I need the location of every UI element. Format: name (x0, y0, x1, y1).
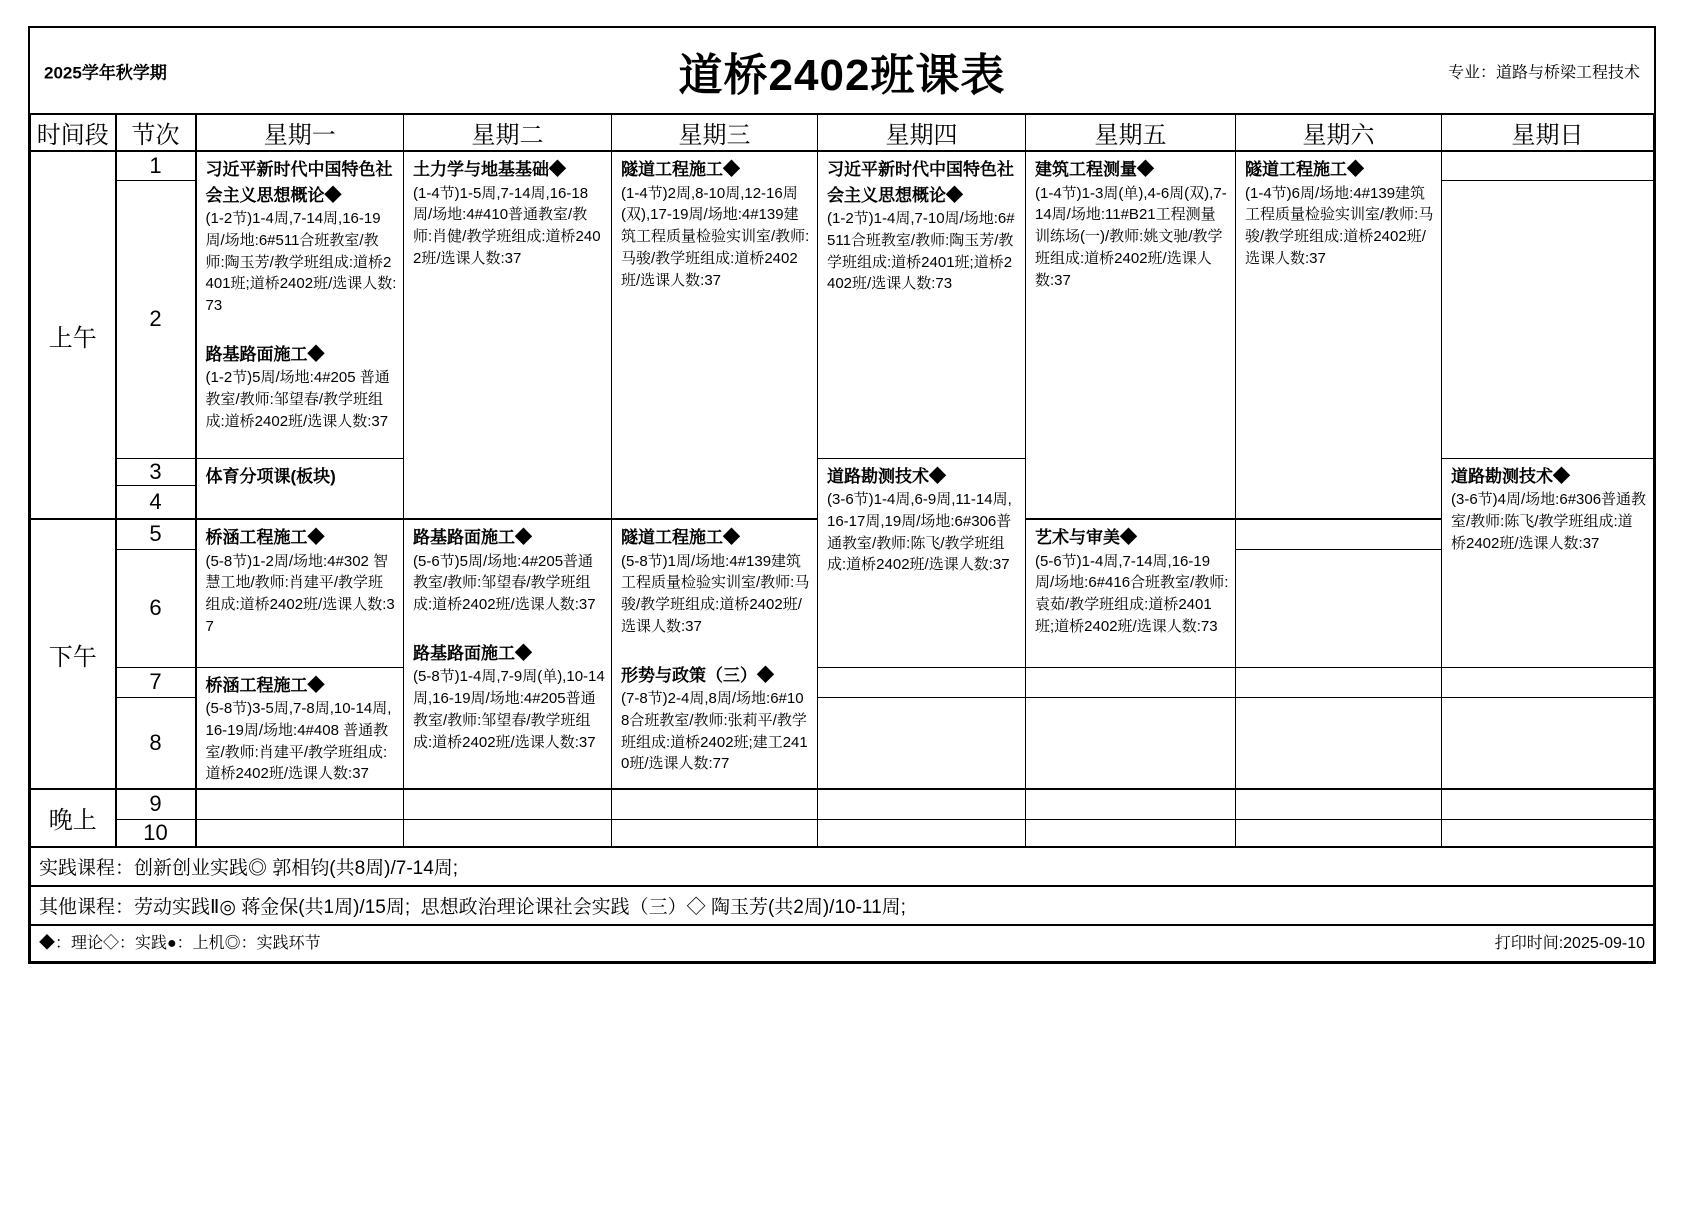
course-title: 道路勘测技术◆ (827, 466, 946, 486)
course-block (197, 459, 404, 490)
cell-thu-p7-empty (818, 667, 1026, 697)
print-time: 打印时间:2025-09-10 (1494, 934, 1645, 952)
cell-fri-p8-empty (1026, 697, 1236, 789)
course-block (197, 668, 404, 786)
course-title: 隧道工程施工◆ (1245, 160, 1364, 179)
page-title: 道桥2402班课表 (678, 50, 1006, 100)
course-detail: (1-4节)1-5周,7-14周,16-18周/场地:4#410普通教室/教师:肖健/教学班组成:道桥2402班/选课人数:37 (413, 184, 601, 267)
period-cell-10: 10 (116, 819, 196, 847)
cell-mon-p10-empty (196, 819, 404, 847)
day-header-fri: 星期五 (1026, 115, 1236, 152)
period-cell-6: 6 (116, 549, 196, 667)
cell-mon-p5-6 (196, 519, 404, 667)
course-title: 土力学与地基基础◆ (413, 160, 566, 179)
day-header-sun: 星期日 (1442, 115, 1654, 152)
course-title: 建筑工程测量◆ (1035, 160, 1154, 179)
day-header-tue: 星期二 (404, 115, 612, 152)
cell-sat-p1-4 (1236, 151, 1442, 519)
course-detail: (5-8节)3-5周,7-8周,10-14周,16-19周/场地:4#408 普通教室/教师:肖建平/教学班组成:道桥2402班/选课人数:37 (205, 700, 392, 783)
cell-mon-p3-4 (196, 458, 404, 519)
timetable (30, 114, 1654, 962)
section-evening: 晚上 (31, 789, 116, 847)
cell-wed-p9-empty (612, 789, 818, 819)
cell-wed-p5-8 (612, 519, 818, 789)
section-morning: 上午 (31, 151, 116, 519)
cell-fri-p1-4 (1026, 151, 1236, 519)
course-title: 隧道工程施工◆ (621, 160, 740, 179)
course-block (1236, 152, 1441, 270)
period-cell-4: 4 (116, 485, 196, 519)
cell-fri-p10-empty (1026, 819, 1236, 847)
period-cell-2: 2 (116, 180, 196, 458)
cell-tue-p10-empty (404, 819, 612, 847)
course-title: 路基路面施工◆ (413, 643, 532, 663)
timetable-sheet (28, 26, 1656, 964)
cell-sun-p9-empty (1442, 789, 1654, 819)
course-title: 习近平新时代中国特色社会主义思想概论◆ (827, 160, 1014, 205)
period-cell-3: 3 (116, 458, 196, 485)
other-courses-row: 其他课程：劳动实践Ⅱ◎ 蒋金保(共1周)/15周; 思想政治理论课社会实践（三）◇ 陶玉芳(共2周)/10-11周; (31, 886, 1654, 925)
cell-sat-p10-empty (1236, 819, 1442, 847)
cell-tue-p5-8 (404, 519, 612, 789)
major-label: 专业：道路与桥梁工程技术 (1447, 64, 1640, 81)
cell-thu-p3-6 (818, 458, 1026, 667)
cell-sat-p5-empty (1236, 519, 1442, 549)
course-detail: (1-2节)5周/场地:4#205 普通教室/教师:邹望春/教学班组成:道桥2402班/选课人数:37 (205, 369, 390, 430)
col-header-timeslot: 时间段 (31, 115, 116, 152)
cell-sun-p3-6 (1442, 458, 1654, 667)
course-block (197, 337, 404, 433)
cell-thu-p1-2 (818, 151, 1026, 458)
course-title: 路基路面施工◆ (413, 528, 532, 547)
day-header-sat: 星期六 (1236, 115, 1442, 152)
course-block (612, 658, 817, 776)
course-title: 路基路面施工◆ (205, 344, 325, 364)
cell-tue-p9-empty (404, 789, 612, 819)
title-bar (30, 28, 1654, 114)
course-detail: (1-4节)1-3周(单),4-6周(双),7-14周/场地:11#B21工程测量训练场(一)/教师:姚文驰/教学班组成:道桥2402班/选课人数:37 (1035, 184, 1227, 289)
course-title: 艺术与审美◆ (1035, 528, 1137, 547)
day-header-wed: 星期三 (612, 115, 818, 152)
course-title: 隧道工程施工◆ (621, 528, 740, 547)
cell-thu-p9-empty (818, 789, 1026, 819)
course-title: 道路勘测技术◆ (1451, 466, 1570, 486)
course-title: 形势与政策（三）◆ (621, 665, 774, 685)
cell-wed-p1-4 (612, 151, 818, 519)
day-header-mon: 星期一 (196, 115, 404, 152)
course-detail: (1-4节)2周,8-10周,12-16周(双),17-19周/场地:4#139建筑工程质量检验实训室/教师:马骏/教学班组成:道桥2402班/选课人数:37 (621, 184, 810, 289)
cell-sun-p10-empty (1442, 819, 1654, 847)
period-cell-9: 9 (116, 789, 196, 819)
cell-sat-p7-empty (1236, 667, 1442, 697)
cell-sat-p6-empty (1236, 549, 1442, 667)
practice-courses-row: 实践课程：创新创业实践◎ 郭相钧(共8周)/7-14周; (31, 847, 1654, 886)
course-block (404, 152, 611, 270)
cell-thu-p8-empty (818, 697, 1026, 789)
course-block (1442, 459, 1653, 555)
cell-sat-p9-empty (1236, 789, 1442, 819)
course-block (612, 520, 817, 638)
cell-mon-p7-8 (196, 667, 404, 789)
course-block (1026, 520, 1235, 638)
cell-fri-p7-empty (1026, 667, 1236, 697)
period-cell-7: 7 (116, 667, 196, 697)
course-title: 桥涵工程施工◆ (205, 675, 325, 695)
period-cell-8: 8 (116, 697, 196, 789)
course-block (197, 152, 404, 317)
course-detail: (7-8节)2-4周,8周/场地:6#108合班教室/教师:张莉平/教学班组成:道桥2402班;建工2410班/选课人数:77 (621, 690, 808, 773)
cell-sun-p2-empty (1442, 180, 1654, 458)
course-detail: (1-2节)1-4周,7-14周,16-19周/场地:6#511合班教室/教师:陶玉芳/教学班组成:道桥2401班;道桥2402班/选课人数:73 (205, 210, 397, 314)
course-block (404, 636, 611, 754)
semester-label: 2025学年秋学期 (44, 63, 167, 82)
day-header-thu: 星期四 (818, 115, 1026, 152)
symbol-legend: ◆：理论◇：实践●：上机◎：实践环节 (39, 934, 321, 952)
course-title: 体育分项课(板块) (205, 466, 336, 486)
header-row (31, 115, 1654, 152)
cell-thu-p10-empty (818, 819, 1026, 847)
cell-sun-p1-empty (1442, 151, 1654, 180)
legend-row (31, 925, 1654, 962)
course-title: 习近平新时代中国特色社会主义思想概论◆ (205, 160, 393, 205)
course-detail: (1-4节)6周/场地:4#139建筑工程质量检验实训室/教师:马骏/教学班组成:道桥2402班/选课人数:37 (1245, 184, 1434, 267)
cell-fri-p9-empty (1026, 789, 1236, 819)
col-header-period: 节次 (116, 115, 196, 152)
cell-sun-p8-empty (1442, 697, 1654, 789)
course-block (818, 152, 1025, 295)
course-block (612, 152, 817, 291)
period-cell-5: 5 (116, 519, 196, 549)
course-block (1026, 152, 1235, 291)
course-block (197, 520, 404, 638)
cell-fri-p5-6 (1026, 519, 1236, 667)
cell-wed-p10-empty (612, 819, 818, 847)
course-block (818, 459, 1025, 577)
period-cell-1: 1 (116, 151, 196, 180)
cell-mon-p9-empty (196, 789, 404, 819)
course-detail: (3-6节)1-4周,6-9周,11-14周,16-17周,19周/场地:6#306普通教室/教师:陈飞/教学班组成:道桥2402班/选课人数:37 (827, 491, 1012, 574)
cell-sat-p8-empty (1236, 697, 1442, 789)
course-detail: (3-6节)4周/场地:6#306普通教室/教师:陈飞/教学班组成:道桥2402班/选课人数:37 (1451, 491, 1647, 552)
course-detail: (5-8节)1-2周/场地:4#302 智慧工地/教师:肖建平/教学班组成:道桥2402班/选课人数:37 (205, 552, 395, 635)
course-block (404, 520, 611, 616)
cell-mon-p1-2 (196, 151, 404, 458)
course-detail: (5-6节)1-4周,7-14周,16-19周/场地:6#416合班教室/教师:袁茹/教学班组成:道桥2401班;道桥2402班/选课人数:73 (1035, 552, 1229, 635)
course-detail: (5-8节)1周/场地:4#139建筑工程质量检验实训室/教师:马骏/教学班组成:道桥2402班/选课人数:37 (621, 552, 810, 635)
cell-tue-p1-4 (404, 151, 612, 519)
course-detail: (5-8节)1-4周,7-9周(单),10-14周,16-19周/场地:4#205普通教室/教师:邹望春/教学班组成:道桥2402班/选课人数:37 (413, 668, 605, 751)
course-detail: (1-2节)1-4周,7-10周/场地:6#511合班教室/教师:陶玉芳/教学班组成:道桥2401班;道桥2402班/选课人数:73 (827, 210, 1015, 293)
course-title: 桥涵工程施工◆ (205, 528, 325, 547)
section-afternoon: 下午 (31, 519, 116, 789)
course-detail: (5-6节)5周/场地:4#205普通教室/教师:邹望春/教学班组成:道桥2402班/选课人数:37 (413, 552, 596, 613)
cell-sun-p7-empty (1442, 667, 1654, 697)
